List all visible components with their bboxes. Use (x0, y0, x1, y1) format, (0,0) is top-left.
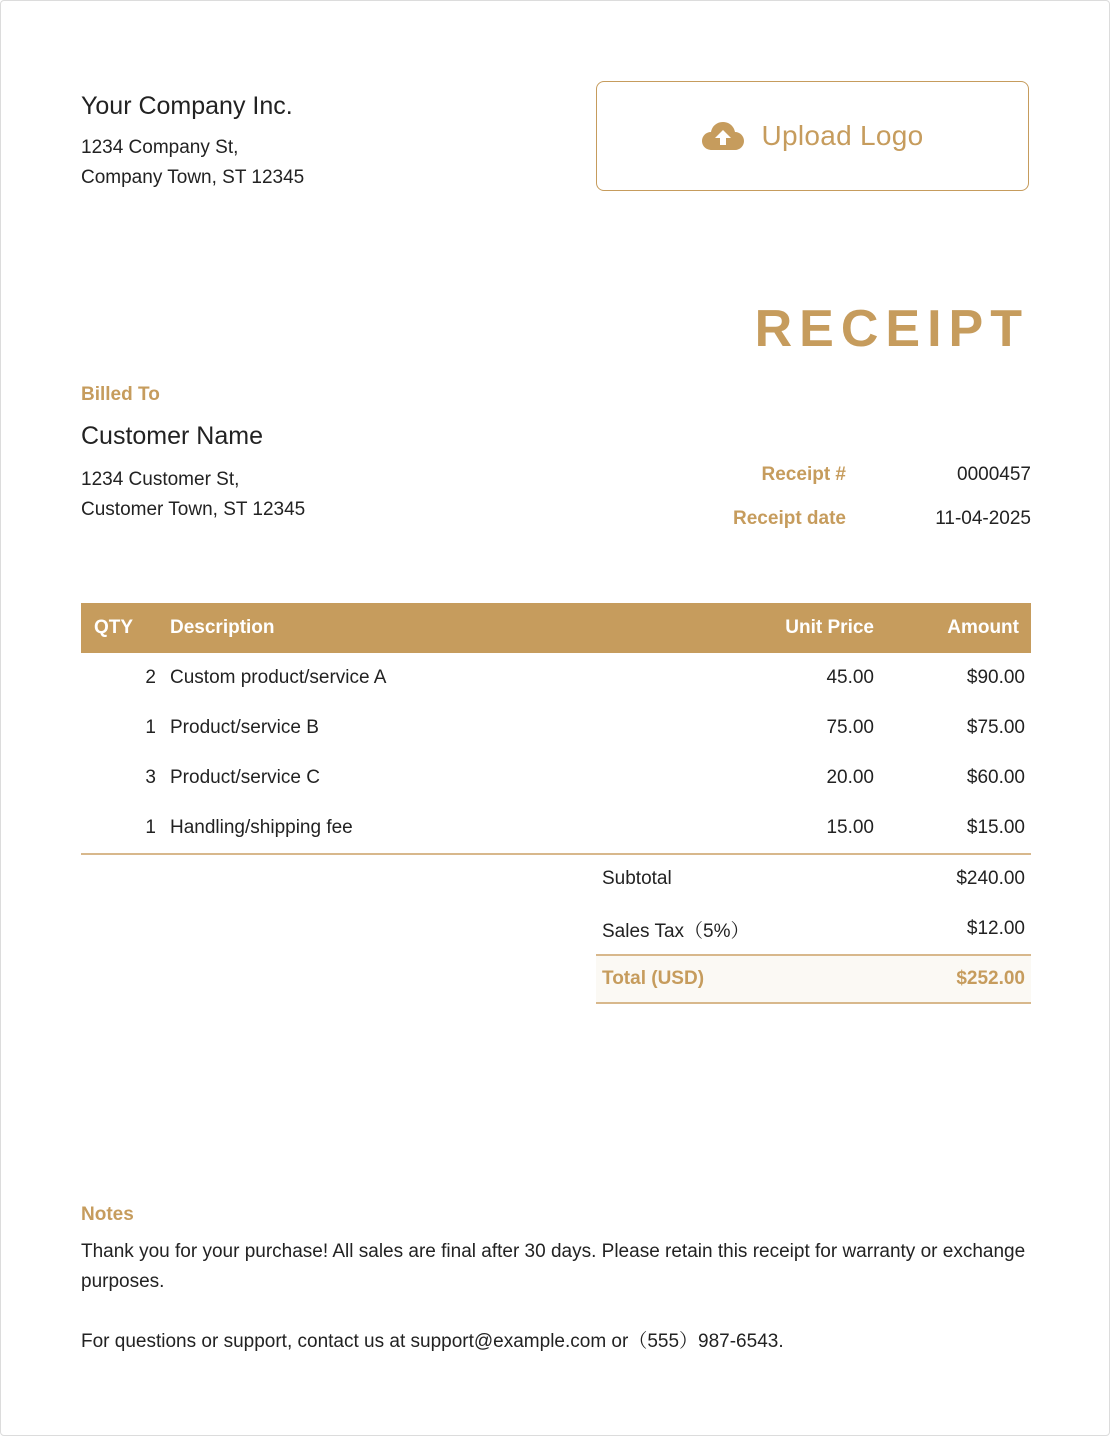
row-amount: $75.00 (966, 717, 1025, 738)
upload-logo-button[interactable] (596, 81, 1029, 191)
notes-text[interactable]: Thank you for your purchase! All sales are final after 30 days. Please retain this receipt for warranty or exchange purposes. (81, 1241, 1026, 1292)
company-name[interactable]: Your Company Inc. (81, 92, 293, 120)
document-title[interactable]: RECEIPT (754, 300, 1029, 358)
total-row (596, 954, 1031, 1004)
row-qty[interactable]: 1 (145, 717, 156, 738)
total-value: $252.00 (956, 968, 1025, 989)
row-amount: $90.00 (966, 667, 1025, 688)
receipt-date-row (601, 497, 1031, 541)
company-address-line2[interactable]: Company Town, ST 12345 (81, 167, 305, 188)
table-header-row (81, 603, 1031, 653)
table-row (81, 653, 1031, 703)
header-unit-price: Unit Price (785, 617, 874, 638)
customer-address-line2[interactable]: Customer Town, ST 12345 (81, 499, 306, 520)
header-amount: Amount (947, 617, 1019, 638)
company-block (81, 89, 304, 193)
row-description[interactable]: Product/service C (170, 767, 320, 788)
notes-block (81, 1203, 1041, 1357)
notes-label: Notes (81, 1204, 134, 1225)
row-amount: $15.00 (874, 803, 1031, 854)
receipt-meta (601, 453, 1031, 541)
totals-block (596, 854, 1031, 1004)
upload-logo-label: Upload Logo (761, 120, 924, 151)
row-description[interactable]: Product/service B (170, 717, 319, 738)
receipt-number-label: Receipt # (761, 464, 846, 485)
tax-row (596, 904, 1031, 954)
header-description: Description (170, 617, 275, 638)
row-qty[interactable]: 1 (81, 803, 160, 854)
tax-label[interactable]: Sales Tax（5%） (602, 920, 750, 942)
table-row (81, 703, 1031, 753)
billed-to-block (81, 383, 305, 525)
receipt-date-label: Receipt date (733, 508, 846, 529)
line-items-table (81, 603, 1031, 855)
row-qty[interactable]: 3 (145, 767, 156, 788)
receipt-number-value[interactable]: 0000457 (957, 464, 1031, 485)
row-description[interactable]: Handling/shipping fee (160, 803, 714, 854)
tax-value: $12.00 (966, 918, 1025, 939)
receipt-date-value[interactable]: 11-04-2025 (935, 508, 1031, 529)
row-description[interactable]: Custom product/service A (170, 667, 387, 688)
row-unit-price[interactable]: 20.00 (826, 767, 874, 788)
table-row (81, 803, 1031, 854)
subtotal-label: Subtotal (602, 868, 672, 889)
table-row (81, 753, 1031, 803)
row-unit-price[interactable]: 15.00 (714, 803, 874, 854)
billed-to-label: Billed To (81, 384, 160, 405)
customer-address-line1[interactable]: 1234 Customer St, (81, 469, 240, 490)
cloud-upload-icon (701, 120, 745, 152)
header-qty: QTY (94, 617, 134, 638)
subtotal-row (596, 854, 1031, 904)
subtotal-value: $240.00 (956, 868, 1025, 889)
total-label[interactable]: Total (USD) (602, 968, 705, 989)
row-amount: $60.00 (966, 767, 1025, 788)
company-address-line1[interactable]: 1234 Company St, (81, 137, 239, 158)
notes-contact[interactable]: For questions or support, contact us at support@example.com or（555）987-6543. (81, 1331, 784, 1352)
row-unit-price[interactable]: 45.00 (826, 667, 874, 688)
row-unit-price[interactable]: 75.00 (826, 717, 874, 738)
row-qty[interactable]: 2 (145, 667, 156, 688)
customer-name[interactable]: Customer Name (81, 422, 263, 450)
receipt-number-row (601, 453, 1031, 497)
